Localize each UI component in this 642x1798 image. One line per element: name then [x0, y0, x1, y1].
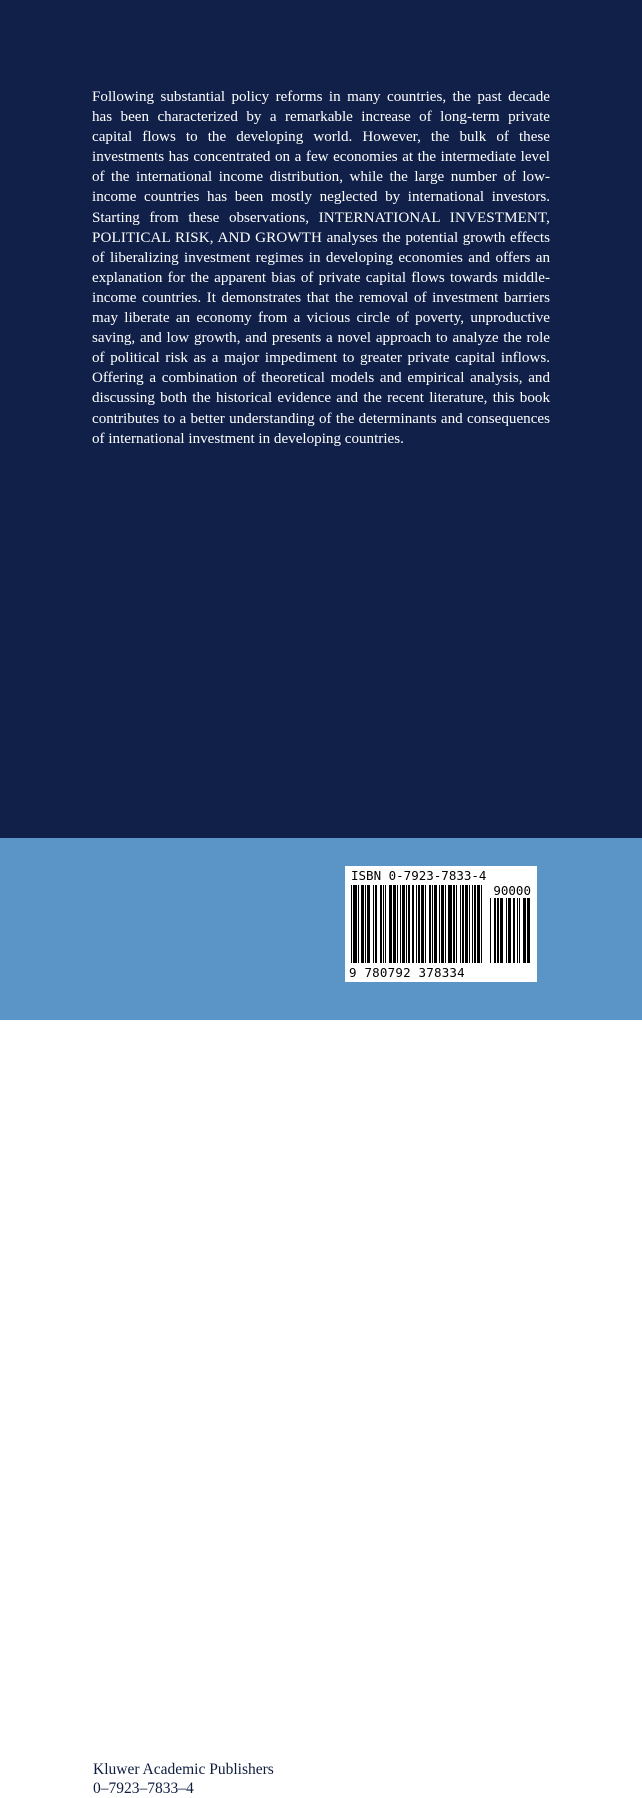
- barcode-label: [345, 866, 537, 982]
- barcode-bar: [448, 885, 449, 963]
- barcode-bar: [481, 885, 482, 963]
- barcode-addon-bar: [514, 898, 515, 963]
- barcode-bar: [432, 885, 433, 963]
- publisher-name: Kluwer Academic Publishers: [93, 1761, 274, 1778]
- barcode-bar: [402, 885, 404, 963]
- barcode-bar: [362, 885, 364, 963]
- publisher-isbn: 0–7923–7833–4: [93, 1780, 194, 1797]
- barcode-addon-bar: [495, 898, 496, 963]
- barcode-bar: [474, 885, 476, 963]
- barcode-bar: [479, 885, 480, 963]
- barcode-bar: [413, 885, 414, 963]
- barcode-bar: [418, 885, 420, 963]
- publisher-band: [0, 838, 642, 1797]
- barcode-addon-bar: [509, 898, 511, 963]
- barcode-bar: [406, 885, 407, 963]
- barcode-bar: [354, 885, 356, 963]
- barcode-addon-bar: [523, 898, 524, 963]
- barcode-bar: [465, 885, 466, 963]
- barcode-bar: [416, 885, 417, 963]
- barcode-addon-bar: [502, 898, 503, 963]
- barcode-bar: [439, 885, 440, 963]
- barcode-bar: [462, 885, 463, 963]
- barcode-addon-bar: [497, 898, 499, 963]
- barcode-bar: [429, 885, 430, 963]
- barcode-bar: [469, 885, 470, 963]
- barcode-bar: [449, 885, 450, 963]
- barcode-addon-bar: [506, 898, 507, 963]
- description-body: analyses the potential growth effects of liberalizing investment regimes in developing economies and offers an explanation for the apparent bias of private capital flows towards middle-income countries. It demonstrates that the removal of investment barriers may liberate an economy from a vicious circle of poverty, unproductive saving, and low growth, and presents a novel approach to analyze the role of political risk as a major impediment to greater private capital inflows. Offering a combination of theoretical models and empirical analysis, and discussing both the historical evidence and the recent literature, this book contributes to a better understanding of the determinants and consequences of international investment in developing countries.: [92, 229, 550, 447]
- barcode-bar: [472, 885, 473, 963]
- barcode-bar: [381, 885, 382, 963]
- barcode-bar: [463, 885, 464, 963]
- barcode-bar: [394, 885, 396, 963]
- barcode-bar: [376, 885, 377, 963]
- barcode-bar: [367, 885, 368, 963]
- barcode-bar: [453, 885, 454, 963]
- barcode-addon-bar: [500, 898, 501, 963]
- barcode-bar: [351, 885, 352, 963]
- barcode-bar: [454, 885, 455, 963]
- barcode-bar: [389, 885, 390, 963]
- barcode-addon-bar: [529, 898, 530, 963]
- barcode-addon-bar: [490, 898, 491, 963]
- barcode-bar: [383, 885, 384, 963]
- barcode-bar: [434, 885, 436, 963]
- barcode-bar: [365, 885, 366, 963]
- barcode-addon-bar: [525, 898, 526, 963]
- barcode-bar: [385, 885, 386, 963]
- barcode-addon-bar: [524, 898, 525, 963]
- barcode-addon-bar: [501, 898, 502, 963]
- barcode-bar: [358, 885, 359, 963]
- barcode-addon-bar: [527, 898, 529, 963]
- barcode-bar: [477, 885, 478, 963]
- barcode-bar: [421, 885, 422, 963]
- barcode-bar: [423, 885, 424, 963]
- barcode-bar: [436, 885, 437, 963]
- barcode-bar: [466, 885, 468, 963]
- barcode-bar: [412, 885, 413, 963]
- barcode-bar: [393, 885, 394, 963]
- barcode-bar: [356, 885, 357, 963]
- barcode-addon-bar: [494, 898, 495, 963]
- barcode-bar: [390, 885, 391, 963]
- barcode-bar: [456, 885, 457, 963]
- description-intro: Following substantial policy reforms in many countries, the past decade has been characterized by a remarkable increase of long-term private capital flows to the developing world. However, the bulk of these investments has concentrated on a few economies at the intermediate level of the international income distribution, while the large number of low-income countries has been mostly neglected by international investors. Starting from these observations,: [92, 89, 550, 226]
- barcode-bar: [409, 885, 410, 963]
- barcode-bar: [368, 885, 369, 963]
- barcode-bar: [422, 885, 423, 963]
- barcode-addon-bar: [517, 898, 518, 963]
- barcode-bar: [380, 885, 381, 963]
- book-description: [92, 87, 550, 449]
- barcode-addon-bar: [513, 898, 514, 963]
- barcode-bar: [425, 885, 426, 963]
- barcode-bar: [391, 885, 392, 963]
- barcode-bar: [430, 885, 431, 963]
- barcode-bar: [369, 885, 370, 963]
- barcode-bar: [408, 885, 409, 963]
- barcode-bar: [397, 885, 398, 963]
- barcode-addon-bar: [508, 898, 509, 963]
- barcode-bar: [441, 885, 442, 963]
- barcode-ean-digits: 9 780792 378334: [349, 965, 465, 980]
- book-title-caps: INTERNATIONAL INVESTMENT, POLITICAL RISK, AND GROWTH: [92, 209, 550, 246]
- barcode-bar: [450, 885, 452, 963]
- barcode-bar: [478, 885, 479, 963]
- barcode-bar: [442, 885, 444, 963]
- barcode-bar: [400, 885, 401, 963]
- publisher-info: [93, 1760, 274, 1798]
- barcode-bar: [375, 885, 376, 963]
- barcode-bar: [361, 885, 362, 963]
- barcode-bar: [460, 885, 461, 963]
- barcode-bar: [404, 885, 405, 963]
- barcode-bar: [353, 885, 354, 963]
- barcode-price-code: 90000: [493, 883, 531, 898]
- barcode-bar: [373, 885, 374, 963]
- barcode-isbn-text: ISBN 0-7923-7833-4: [351, 868, 487, 883]
- barcode-bar: [445, 885, 446, 963]
- barcode-addon-bar: [519, 898, 520, 963]
